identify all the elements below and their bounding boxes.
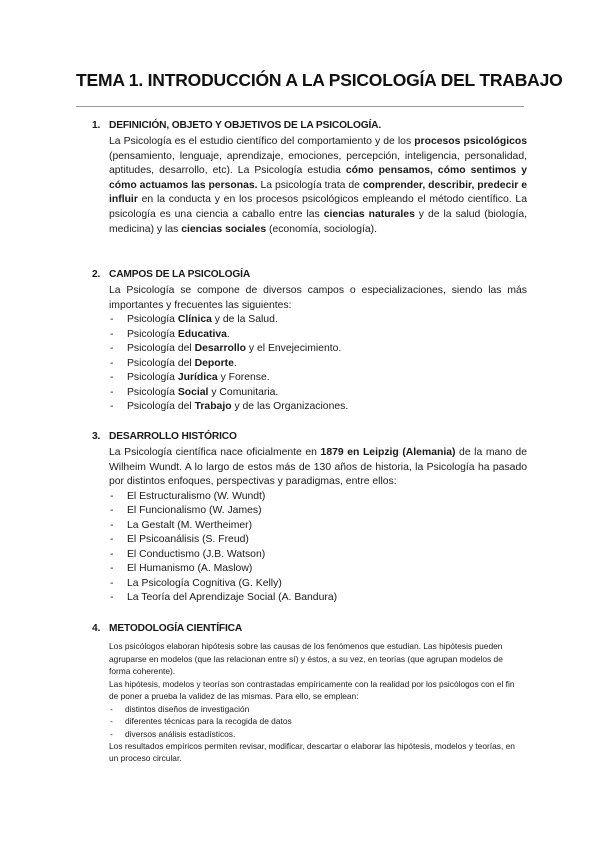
section-heading — [92, 430, 532, 444]
list-item: - El Conductismo (J.B. Watson) — [110, 548, 266, 560]
bold-text: ciencias sociales — [181, 223, 267, 235]
text-run: La psicología trata de — [257, 179, 363, 191]
section-heading — [92, 622, 532, 636]
list-item: - El Estructuralismo (W. Wundt) — [110, 490, 266, 502]
bold-text: procesos psicológicos — [414, 136, 527, 147]
list-item: - La Psicología Cognitiva (G. Kelly) — [110, 577, 282, 589]
list-item: - distintos diseños de investigación — [110, 703, 250, 714]
section-1 — [92, 119, 532, 237]
section-title: DESARROLLO HISTÓRICO — [109, 431, 237, 442]
list-item: - diversos análisis estadísticos. — [110, 728, 236, 739]
section-paragraph: Los psicólogos elaboran hipótesis sobre las causas de los fenómenos que estudian. Las hipótesis pueden agruparse en modelos (que las relacionan entre sí) y éstos, a su vez, en teorías (que agrupan modelos de forma coherente). — [109, 641, 503, 677]
section-number: 1. — [92, 120, 101, 131]
text-run: en la conducta y en los procesos psicológicos empleando el método científico. La psicología es una ciencia a caballo entre las — [109, 194, 527, 220]
section-heading — [92, 268, 532, 282]
fields-list — [92, 313, 532, 415]
section-3 — [92, 430, 532, 606]
list-item: - Psicología del Deporte. — [110, 357, 237, 369]
list-item: - Psicología Clínica y de la Salud. — [110, 314, 278, 326]
text-run: (economía, sociología). — [266, 223, 377, 235]
section-number: 4. — [92, 623, 101, 634]
list-item: - El Humanismo (A. Maslow) — [110, 563, 253, 575]
bold-text: ciencias naturales — [323, 208, 415, 220]
bold-text: comprender, describir, predecir e influir — [109, 179, 527, 206]
paradigms-list — [92, 490, 532, 606]
title-divider — [76, 106, 524, 107]
text-run: y de la salud (biología, medicina) y las — [109, 208, 528, 235]
list-item: - Psicología del Trabajo y de las Organizaciones. — [110, 401, 349, 413]
list-item: - diferentes técnicas para la recogida de datos — [110, 716, 292, 727]
section-title: CAMPOS DE LA PSICOLOGÍA — [109, 269, 251, 280]
section-paragraph: Las hipótesis, modelos y teorías son contrastadas empíricamente con la realidad por los psicólogos con el fin de poner a prueba la validez de las mismas. Para ello, se emplean: — [109, 678, 515, 702]
section-number: 2. — [92, 269, 101, 280]
section-2 — [92, 268, 532, 415]
list-item: - Psicología del Desarrollo y el Envejecimiento. — [110, 343, 342, 355]
section-paragraph — [109, 446, 527, 490]
bold-text: 1879 en Leipzig (Alemania) — [320, 447, 456, 458]
bold-text: cómo pensamos, cómo sentimos y cómo actuamos las personas. — [109, 165, 528, 191]
list-item: - El Funcionalismo (W. James) — [110, 505, 262, 517]
text-run: (pensamiento, lenguaje, aprendizaje, emociones, percepción, inteligencia, personalidad, aptitudes, desarrollo, etc). La Psicología estudia — [109, 150, 527, 177]
page-title: TEMA 1. INTRODUCCIÓN A LA PSICOLOGÍA DEL TRABAJO — [76, 70, 563, 90]
list-item: - El Psicoanálisis (S. Freud) — [110, 534, 249, 546]
list-item: - La Teoría del Aprendizaje Social (A. Bandura) — [110, 592, 338, 604]
list-item: - La Gestalt (M. Wertheimer) — [110, 519, 253, 531]
section-paragraph: La Psicología se compone de diversos campos o especializaciones, siendo las más importantes y frecuentes las siguientes: — [109, 285, 527, 311]
section-heading — [92, 119, 532, 133]
section-title: METODOLOGÍA CIENTÍFICA — [109, 623, 243, 634]
list-item: - Psicología Jurídica y Forense. — [110, 372, 270, 384]
methods-list — [92, 703, 532, 740]
text-run: La Psicología científica nace oficialmente en — [109, 447, 321, 458]
section-title: DEFINICIÓN, OBJETO Y OBJETIVOS DE LA PSICOLOGÍA. — [109, 120, 382, 131]
section-number: 3. — [92, 431, 101, 442]
section-4 — [92, 622, 532, 765]
section-paragraph: Los resultados empíricos permiten revisar, modificar, descartar o elaborar las hipótesis, modelos y teorías, en un proceso circular. — [109, 740, 515, 764]
list-item: - Psicología Educativa. — [110, 328, 230, 340]
text-run: La Psicología es el estudio científico del comportamiento y de los — [109, 136, 415, 147]
text-run: de la mano de Wilheim Wundt. A lo largo de estos más de 130 años de historia, la Psicología ha pasado por distintos enfoques, perspectivas y paradigmas, entre ellos: — [109, 447, 527, 488]
section-paragraph — [109, 135, 527, 237]
list-item: - Psicología Social y Comunitaria. — [110, 386, 279, 398]
